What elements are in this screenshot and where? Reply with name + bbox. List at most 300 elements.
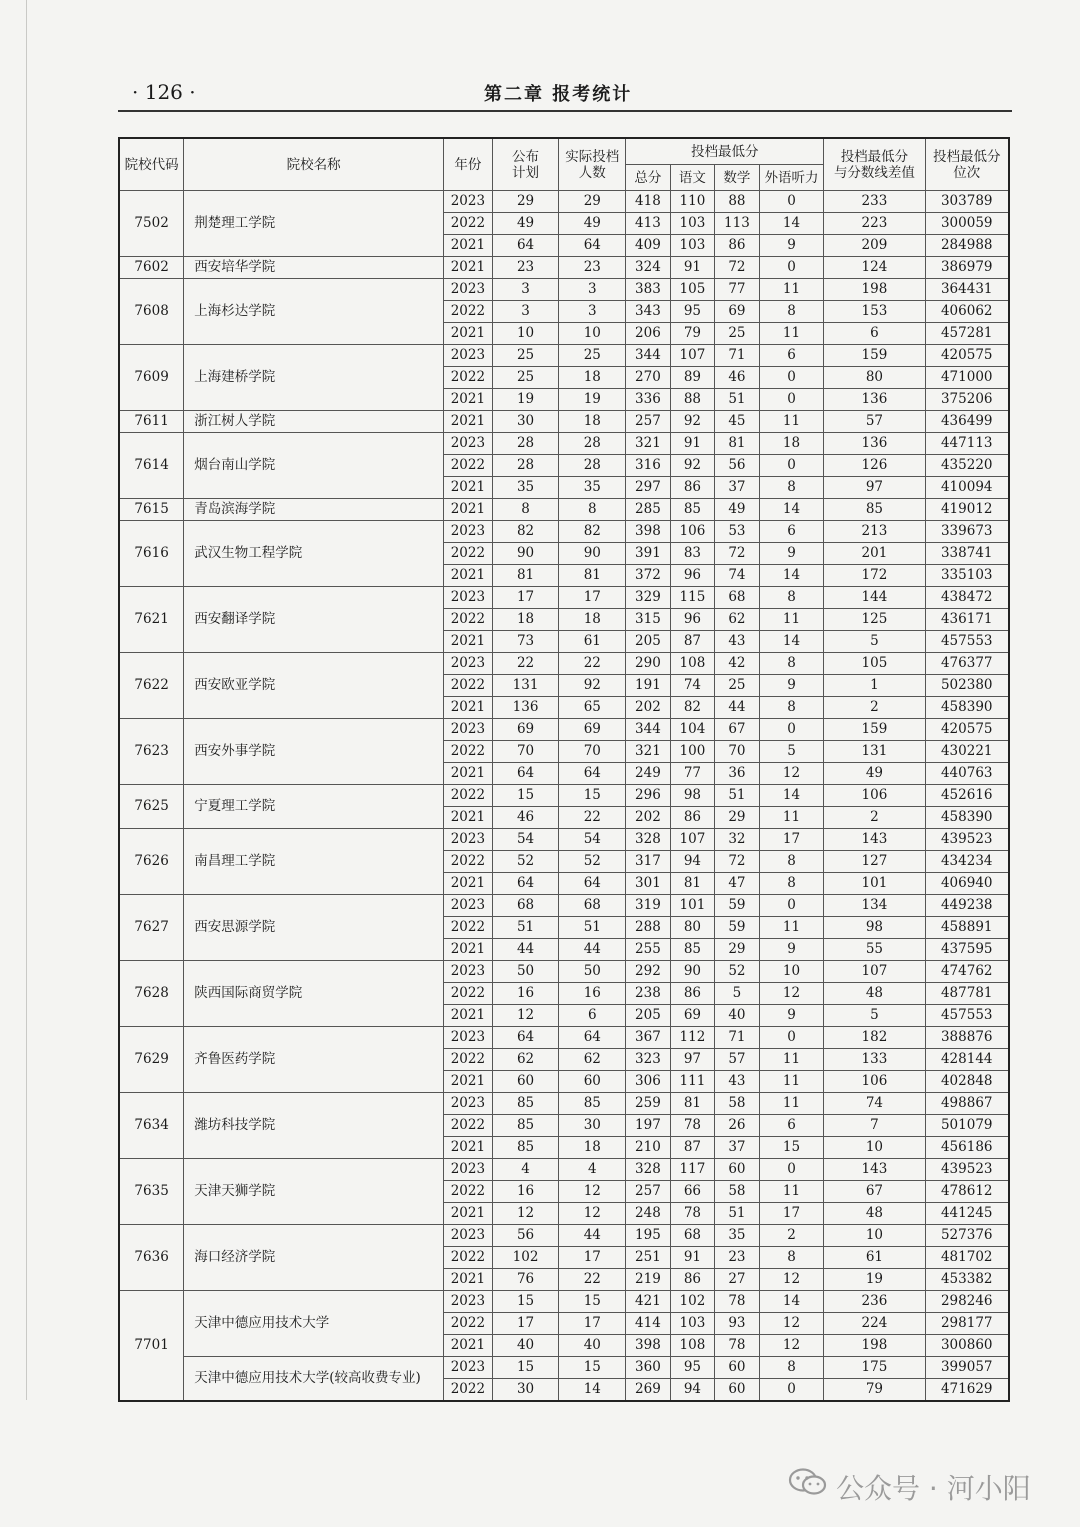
- cell-math: 67: [715, 719, 760, 741]
- cell-total: 360: [626, 1357, 671, 1379]
- cell-diff: 2: [824, 807, 925, 829]
- table-row: [119, 279, 1009, 301]
- cell-total: 328: [626, 829, 671, 851]
- cell-chinese: 107: [670, 829, 715, 851]
- cell-enrolled: 8: [559, 499, 626, 521]
- cell-total: 202: [626, 807, 671, 829]
- cell-rank: 457553: [925, 1005, 1009, 1027]
- school-code: 7614: [119, 433, 184, 499]
- header-total: 总分: [626, 165, 671, 191]
- cell-year: 2023: [444, 653, 493, 675]
- cell-total: 285: [626, 499, 671, 521]
- cell-enrolled: 3: [559, 279, 626, 301]
- cell-enrolled: 15: [559, 1357, 626, 1379]
- cell-rank: 298246: [925, 1291, 1009, 1313]
- cell-diff: 57: [824, 411, 925, 433]
- cell-chinese: 79: [670, 323, 715, 345]
- cell-year: 2021: [444, 697, 493, 719]
- cell-total: 324: [626, 257, 671, 279]
- cell-enrolled: 28: [559, 455, 626, 477]
- cell-chinese: 108: [670, 1335, 715, 1357]
- header-name: 院校名称: [184, 138, 444, 191]
- chapter-title: 第二章 报考统计: [484, 84, 633, 105]
- school-code: 7629: [119, 1027, 184, 1093]
- cell-total: 383: [626, 279, 671, 301]
- cell-math: 29: [715, 939, 760, 961]
- cell-listening: 2: [759, 1225, 824, 1247]
- cell-rank: 457553: [925, 631, 1009, 653]
- cell-diff: 127: [824, 851, 925, 873]
- cell-listening: 0: [759, 455, 824, 477]
- cell-year: 2022: [444, 1049, 493, 1071]
- cell-diff: 85: [824, 499, 925, 521]
- cell-listening: 9: [759, 543, 824, 565]
- cell-math: 88: [715, 191, 760, 213]
- cell-total: 191: [626, 675, 671, 697]
- cell-chinese: 96: [670, 609, 715, 631]
- school-name: 上海建桥学院: [184, 345, 444, 411]
- cell-listening: 11: [759, 1049, 824, 1071]
- cell-listening: 8: [759, 587, 824, 609]
- cell-total: 409: [626, 235, 671, 257]
- cell-rank: 476377: [925, 653, 1009, 675]
- cell-rank: 434234: [925, 851, 1009, 873]
- cell-listening: 12: [759, 763, 824, 785]
- cell-total: 306: [626, 1071, 671, 1093]
- cell-diff: 133: [824, 1049, 925, 1071]
- cell-enrolled: 50: [559, 961, 626, 983]
- cell-enrolled: 64: [559, 763, 626, 785]
- cell-total: 391: [626, 543, 671, 565]
- header-plan: 公布 计划: [492, 138, 559, 191]
- cell-diff: 48: [824, 983, 925, 1005]
- cell-year: 2022: [444, 1181, 493, 1203]
- cell-chinese: 91: [670, 257, 715, 279]
- cell-year: 2022: [444, 543, 493, 565]
- cell-rank: 436171: [925, 609, 1009, 631]
- cell-plan: 22: [492, 653, 559, 675]
- cell-diff: 107: [824, 961, 925, 983]
- cell-total: 421: [626, 1291, 671, 1313]
- cell-diff: 5: [824, 1005, 925, 1027]
- cell-plan: 64: [492, 1027, 559, 1049]
- cell-plan: 19: [492, 389, 559, 411]
- cell-math: 25: [715, 675, 760, 697]
- cell-enrolled: 64: [559, 1027, 626, 1049]
- cell-total: 238: [626, 983, 671, 1005]
- table-body: [119, 191, 1009, 1402]
- cell-year: 2021: [444, 1137, 493, 1159]
- cell-year: 2022: [444, 609, 493, 631]
- cell-year: 2021: [444, 1269, 493, 1291]
- school-code: 7635: [119, 1159, 184, 1225]
- cell-chinese: 89: [670, 367, 715, 389]
- cell-enrolled: 52: [559, 851, 626, 873]
- school-name: 天津中德应用技术大学: [184, 1291, 444, 1357]
- cell-chinese: 90: [670, 961, 715, 983]
- school-code: 7634: [119, 1093, 184, 1159]
- cell-listening: 11: [759, 323, 824, 345]
- cell-plan: 30: [492, 1379, 559, 1402]
- cell-total: 418: [626, 191, 671, 213]
- cell-year: 2022: [444, 785, 493, 807]
- cell-year: 2021: [444, 1203, 493, 1225]
- cell-diff: 182: [824, 1027, 925, 1049]
- cell-plan: 18: [492, 609, 559, 631]
- cell-math: 81: [715, 433, 760, 455]
- cell-total: 398: [626, 1335, 671, 1357]
- cell-math: 25: [715, 323, 760, 345]
- cell-math: 29: [715, 807, 760, 829]
- cell-total: 321: [626, 433, 671, 455]
- cell-total: 414: [626, 1313, 671, 1335]
- cell-enrolled: 15: [559, 785, 626, 807]
- cell-year: 2021: [444, 1335, 493, 1357]
- cell-listening: 0: [759, 1379, 824, 1402]
- cell-chinese: 86: [670, 477, 715, 499]
- cell-math: 60: [715, 1357, 760, 1379]
- cell-total: 296: [626, 785, 671, 807]
- school-name: 海口经济学院: [184, 1225, 444, 1291]
- cell-plan: 102: [492, 1247, 559, 1269]
- cell-chinese: 85: [670, 499, 715, 521]
- header-listening: 外语听力: [759, 165, 824, 191]
- cell-total: 205: [626, 631, 671, 653]
- cell-diff: 213: [824, 521, 925, 543]
- cell-rank: 471629: [925, 1379, 1009, 1402]
- cell-plan: 23: [492, 257, 559, 279]
- cell-chinese: 85: [670, 939, 715, 961]
- cell-chinese: 108: [670, 653, 715, 675]
- table-row: [119, 499, 1009, 521]
- cell-rank: 449238: [925, 895, 1009, 917]
- cell-math: 57: [715, 1049, 760, 1071]
- cell-plan: 64: [492, 763, 559, 785]
- cell-diff: 134: [824, 895, 925, 917]
- cell-rank: 527376: [925, 1225, 1009, 1247]
- cell-rank: 478612: [925, 1181, 1009, 1203]
- cell-plan: 29: [492, 191, 559, 213]
- cell-listening: 9: [759, 235, 824, 257]
- cell-math: 44: [715, 697, 760, 719]
- cell-total: 297: [626, 477, 671, 499]
- cell-rank: 428144: [925, 1049, 1009, 1071]
- cell-listening: 12: [759, 1269, 824, 1291]
- cell-chinese: 111: [670, 1071, 715, 1093]
- cell-plan: 15: [492, 785, 559, 807]
- cell-enrolled: 35: [559, 477, 626, 499]
- cell-year: 2023: [444, 961, 493, 983]
- cell-math: 51: [715, 389, 760, 411]
- cell-math: 43: [715, 631, 760, 653]
- cell-rank: 388876: [925, 1027, 1009, 1049]
- cell-listening: 5: [759, 741, 824, 763]
- cell-year: 2021: [444, 763, 493, 785]
- cell-plan: 85: [492, 1115, 559, 1137]
- cell-diff: 97: [824, 477, 925, 499]
- cell-plan: 3: [492, 301, 559, 323]
- cell-enrolled: 22: [559, 653, 626, 675]
- cell-math: 86: [715, 235, 760, 257]
- table-row: [119, 1357, 1009, 1379]
- cell-year: 2022: [444, 1379, 493, 1402]
- cell-diff: 125: [824, 609, 925, 631]
- cell-chinese: 83: [670, 543, 715, 565]
- school-name: 西安欧亚学院: [184, 653, 444, 719]
- cell-chinese: 87: [670, 631, 715, 653]
- school-code: 7625: [119, 785, 184, 829]
- school-name: 宁夏理工学院: [184, 785, 444, 829]
- cell-listening: 8: [759, 873, 824, 895]
- header-year: 年份: [444, 138, 493, 191]
- table-row: [119, 191, 1009, 213]
- cell-listening: 11: [759, 917, 824, 939]
- cell-diff: 67: [824, 1181, 925, 1203]
- cell-diff: 143: [824, 829, 925, 851]
- school-name: 潍坊科技学院: [184, 1093, 444, 1159]
- cell-total: 367: [626, 1027, 671, 1049]
- cell-enrolled: 61: [559, 631, 626, 653]
- cell-listening: 0: [759, 367, 824, 389]
- table-row: [119, 521, 1009, 543]
- cell-math: 47: [715, 873, 760, 895]
- cell-math: 53: [715, 521, 760, 543]
- cell-rank: 419012: [925, 499, 1009, 521]
- cell-chinese: 91: [670, 1247, 715, 1269]
- cell-math: 51: [715, 785, 760, 807]
- cell-math: 43: [715, 1071, 760, 1093]
- cell-rank: 447113: [925, 433, 1009, 455]
- cell-year: 2022: [444, 213, 493, 235]
- header-rule: [118, 110, 1012, 112]
- cell-diff: 1: [824, 675, 925, 697]
- cell-listening: 17: [759, 829, 824, 851]
- cell-plan: 17: [492, 587, 559, 609]
- cell-rank: 410094: [925, 477, 1009, 499]
- cell-math: 5: [715, 983, 760, 1005]
- cell-plan: 68: [492, 895, 559, 917]
- cell-total: 257: [626, 411, 671, 433]
- table-row: [119, 785, 1009, 807]
- cell-total: 398: [626, 521, 671, 543]
- cell-year: 2021: [444, 565, 493, 587]
- cell-rank: 300059: [925, 213, 1009, 235]
- cell-year: 2021: [444, 631, 493, 653]
- cell-plan: 15: [492, 1291, 559, 1313]
- school-code: 7621: [119, 587, 184, 653]
- cell-total: 249: [626, 763, 671, 785]
- table-row: [119, 411, 1009, 433]
- header-rank: 投档最低分 位次: [925, 138, 1009, 191]
- cell-total: 343: [626, 301, 671, 323]
- cell-listening: 0: [759, 719, 824, 741]
- cell-listening: 8: [759, 1357, 824, 1379]
- cell-chinese: 115: [670, 587, 715, 609]
- cell-chinese: 96: [670, 565, 715, 587]
- cell-total: 259: [626, 1093, 671, 1115]
- cell-enrolled: 29: [559, 191, 626, 213]
- margin-rule: [26, 0, 27, 1400]
- cell-math: 68: [715, 587, 760, 609]
- cell-chinese: 94: [670, 1379, 715, 1402]
- cell-plan: 90: [492, 543, 559, 565]
- cell-math: 23: [715, 1247, 760, 1269]
- cell-chinese: 105: [670, 279, 715, 301]
- cell-year: 2023: [444, 191, 493, 213]
- cell-plan: 50: [492, 961, 559, 983]
- school-code: 7623: [119, 719, 184, 785]
- cell-chinese: 78: [670, 1115, 715, 1137]
- cell-listening: 9: [759, 675, 824, 697]
- cell-year: 2023: [444, 521, 493, 543]
- cell-chinese: 81: [670, 1093, 715, 1115]
- cell-year: 2021: [444, 389, 493, 411]
- cell-plan: 35: [492, 477, 559, 499]
- cell-rank: 402848: [925, 1071, 1009, 1093]
- cell-enrolled: 54: [559, 829, 626, 851]
- cell-year: 2023: [444, 719, 493, 741]
- cell-year: 2021: [444, 323, 493, 345]
- cell-listening: 0: [759, 895, 824, 917]
- cell-math: 62: [715, 609, 760, 631]
- cell-listening: 8: [759, 697, 824, 719]
- cell-plan: 82: [492, 521, 559, 543]
- cell-diff: 5: [824, 631, 925, 653]
- cell-enrolled: 6: [559, 1005, 626, 1027]
- cell-diff: 98: [824, 917, 925, 939]
- cell-enrolled: 92: [559, 675, 626, 697]
- cell-chinese: 117: [670, 1159, 715, 1181]
- cell-total: 257: [626, 1181, 671, 1203]
- cell-diff: 74: [824, 1093, 925, 1115]
- cell-math: 45: [715, 411, 760, 433]
- cell-plan: 51: [492, 917, 559, 939]
- cell-listening: 18: [759, 433, 824, 455]
- cell-rank: 453382: [925, 1269, 1009, 1291]
- cell-year: 2023: [444, 1225, 493, 1247]
- cell-diff: 10: [824, 1225, 925, 1247]
- cell-year: 2023: [444, 345, 493, 367]
- cell-total: 255: [626, 939, 671, 961]
- cell-total: 206: [626, 323, 671, 345]
- cell-chinese: 94: [670, 851, 715, 873]
- cell-enrolled: 25: [559, 345, 626, 367]
- cell-diff: 136: [824, 433, 925, 455]
- cell-listening: 11: [759, 279, 824, 301]
- cell-plan: 73: [492, 631, 559, 653]
- cell-chinese: 78: [670, 1203, 715, 1225]
- cell-chinese: 112: [670, 1027, 715, 1049]
- cell-enrolled: 18: [559, 609, 626, 631]
- cell-year: 2023: [444, 829, 493, 851]
- cell-plan: 25: [492, 367, 559, 389]
- cell-chinese: 86: [670, 983, 715, 1005]
- cell-plan: 40: [492, 1335, 559, 1357]
- cell-enrolled: 4: [559, 1159, 626, 1181]
- school-name: 齐鲁医药学院: [184, 1027, 444, 1093]
- cell-diff: 198: [824, 279, 925, 301]
- cell-math: 71: [715, 345, 760, 367]
- school-name: 天津天狮学院: [184, 1159, 444, 1225]
- cell-listening: 12: [759, 983, 824, 1005]
- cell-rank: 440763: [925, 763, 1009, 785]
- cell-plan: 16: [492, 1181, 559, 1203]
- cell-total: 288: [626, 917, 671, 939]
- cell-diff: 198: [824, 1335, 925, 1357]
- cell-total: 205: [626, 1005, 671, 1027]
- table-row: [119, 653, 1009, 675]
- cell-math: 60: [715, 1159, 760, 1181]
- cell-year: 2022: [444, 301, 493, 323]
- cell-enrolled: 82: [559, 521, 626, 543]
- cell-plan: 52: [492, 851, 559, 873]
- cell-enrolled: 23: [559, 257, 626, 279]
- cell-math: 113: [715, 213, 760, 235]
- cell-plan: 8: [492, 499, 559, 521]
- header-diff: 投档最低分 与分数线差值: [824, 138, 925, 191]
- cell-year: 2023: [444, 433, 493, 455]
- cell-diff: 80: [824, 367, 925, 389]
- cell-plan: 28: [492, 455, 559, 477]
- cell-enrolled: 14: [559, 1379, 626, 1402]
- cell-math: 49: [715, 499, 760, 521]
- cell-math: 51: [715, 1203, 760, 1225]
- cell-enrolled: 19: [559, 389, 626, 411]
- cell-year: 2021: [444, 807, 493, 829]
- cell-plan: 70: [492, 741, 559, 763]
- cell-plan: 64: [492, 873, 559, 895]
- school-name: 西安外事学院: [184, 719, 444, 785]
- cell-math: 46: [715, 367, 760, 389]
- cell-math: 93: [715, 1313, 760, 1335]
- cell-total: 319: [626, 895, 671, 917]
- cell-rank: 452616: [925, 785, 1009, 807]
- cell-plan: 4: [492, 1159, 559, 1181]
- cell-listening: 8: [759, 653, 824, 675]
- cell-enrolled: 18: [559, 367, 626, 389]
- cell-chinese: 110: [670, 191, 715, 213]
- cell-chinese: 92: [670, 411, 715, 433]
- cell-enrolled: 17: [559, 1313, 626, 1335]
- cell-total: 328: [626, 1159, 671, 1181]
- cell-total: 219: [626, 1269, 671, 1291]
- cell-diff: 153: [824, 301, 925, 323]
- cell-chinese: 86: [670, 1269, 715, 1291]
- cell-listening: 10: [759, 961, 824, 983]
- cell-enrolled: 44: [559, 939, 626, 961]
- cell-plan: 81: [492, 565, 559, 587]
- cell-chinese: 86: [670, 807, 715, 829]
- cell-rank: 438472: [925, 587, 1009, 609]
- cell-plan: 12: [492, 1005, 559, 1027]
- cell-year: 2023: [444, 1291, 493, 1313]
- cell-rank: 436499: [925, 411, 1009, 433]
- cell-total: 195: [626, 1225, 671, 1247]
- cell-listening: 11: [759, 609, 824, 631]
- cell-rank: 406940: [925, 873, 1009, 895]
- cell-math: 27: [715, 1269, 760, 1291]
- header-min-score: 投档最低分: [626, 138, 824, 165]
- cell-math: 74: [715, 565, 760, 587]
- cell-rank: 399057: [925, 1357, 1009, 1379]
- cell-chinese: 97: [670, 1049, 715, 1071]
- cell-diff: 223: [824, 213, 925, 235]
- cell-year: 2023: [444, 1093, 493, 1115]
- cell-rank: 420575: [925, 345, 1009, 367]
- cell-math: 36: [715, 763, 760, 785]
- table-row: [119, 1225, 1009, 1247]
- cell-total: 321: [626, 741, 671, 763]
